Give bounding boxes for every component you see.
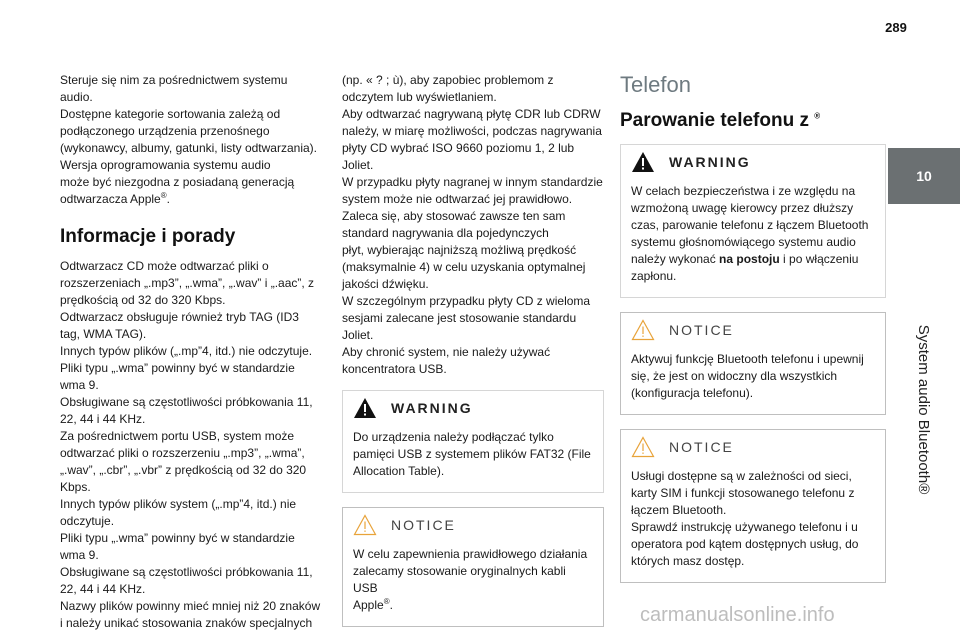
notice-end: .	[389, 598, 393, 612]
notice-box-services	[620, 429, 886, 583]
notice-box-cables	[342, 507, 604, 627]
warning-icon	[353, 397, 377, 419]
intro-sup: ®	[160, 191, 167, 200]
intro-end: .	[166, 192, 170, 206]
chapter-tab: 10	[888, 148, 960, 204]
notice-header	[631, 313, 875, 347]
chapter-label-text: System audio Bluetooth®	[915, 324, 933, 494]
pairing-heading-text: Parowanie telefonu z	[620, 110, 809, 131]
notice-header	[353, 508, 593, 542]
page-number: 289	[885, 20, 907, 35]
column-right	[620, 72, 886, 597]
chapter-label	[884, 214, 960, 604]
notice-title: NOTICE	[669, 321, 734, 338]
watermark: carmanualsonline.info	[640, 604, 835, 626]
warning-text-bold: na postoju	[719, 252, 780, 266]
column-middle	[342, 72, 604, 641]
warning-box-usb	[342, 390, 604, 493]
warning-header	[353, 391, 593, 425]
info-body: Odtwarzacz CD może odtwarzać pliki o rozszerzeniach „.mp3”, „.wma”, „.wav” i „.aac”, z prędkością od 32 do 320 Kbps. Odtwarzacz obsługuje również tryb TAG (ID3 tag, WMA TAG). Innych typów plików („.mp”4, itd.) nie odczytuje. Pliki typu „.wma” powinny być w standardzie wma 9. Obsługiwane są częstotliwości próbkowania 11, 22, 44 i 44 KHz. Za pośrednictwem portu USB, system może odtwarzać pliki o rozszerzeniu „.mp3”, „.wma”, „.wav”, „.cbr”, „.vbr” z prędkością od 32 do 320 Kbps. Innych typów plików system („.mp”4, itd.) nie odczytuje. Pliki typu „.wma” powinny być w standardzie wma 9. Obsługiwane są częstotliwości próbkowania 11, 22, 44 i 44 KHz. Nazwy plików powinny mieć mniej niż 20 znaków i należy unikać stosowania znaków specjalnych	[60, 259, 321, 630]
info-heading: Informacje i porady	[60, 226, 236, 247]
warning-title: WARNING	[669, 153, 751, 170]
middle-body: (np. « ? ; ù), aby zapobiec problemom z odczytem lub wyświetlaniem. Aby odtwarzać nagrywaną płytę CDR lub CDRW należy, w miarę możliwości, podczas nagrywania płyty CD wybrać ISO 9660 poziomu 1, 2 lub Joliet. W przypadku płyty nagranej w innym standardzie system może nie odtwarzać jej prawidłowo. Zaleca się, aby stosować zawsze ten sam standard nagrywania dla pojedynczych płyt, wybierając najniższą możliwą prędkość (maksymalnie 4) w celu uzyskania optymalnej jakości dźwięku. W szczególnym przypadku płyty CD z wieloma sesjami zalecane jest stosowanie standardu Joliet. Aby chronić system, nie należy używać koncentratora USB.	[342, 73, 603, 376]
intro-text: Steruje się nim za pośrednictwem systemu audio. Dostępne kategorie sortowania zależą od podłączonego urządzenia przenośnego (wykonawcy, albumy, gatunki, listy odtwarzania). Wersja oprogramowania systemu audio może być niezgodna z posiadaną generacją odtwarzacza Apple	[60, 73, 317, 206]
warning-text: Do urządzenia należy podłączać tylko pamięci USB z systemem plików FAT32 (File Allocation Table).	[353, 430, 591, 478]
warning-title: WARNING	[391, 399, 473, 416]
section-title: Telefon	[620, 72, 691, 97]
notice-header	[631, 430, 875, 464]
warning-icon	[631, 151, 655, 173]
notice-icon	[631, 436, 655, 458]
notice-icon	[353, 514, 377, 536]
warning-text-before: W celach bezpieczeństwa i ze względu na wzmożoną uwagę kierowcy przez dłuższy czas, parowanie telefonu z łączem Bluetooth systemu głośnomówiącego systemu audio należy wykonać	[631, 184, 869, 266]
warning-box-pairing	[620, 144, 886, 298]
notice-sup: ®	[383, 597, 390, 606]
notice-text-main: W celu zapewnienia prawidłowego działania zalecamy stosowanie oryginalnych kabli USB Apple	[353, 547, 588, 612]
notice-title: NOTICE	[669, 438, 734, 455]
warning-text	[631, 183, 875, 285]
notice-text	[353, 546, 593, 614]
notice-icon	[631, 319, 655, 341]
warning-header	[631, 145, 875, 179]
notice-text: Usługi dostępne są w zależności od sieci, karty SIM i funkcji stosowanego telefonu z łączem Bluetooth. Sprawdź instrukcję używanego telefonu i u operatora pod kątem dostępnych usług, do których masz dostęp.	[631, 469, 859, 568]
notice-box-bluetooth	[620, 312, 886, 415]
column-left	[60, 72, 332, 632]
notice-title: NOTICE	[391, 516, 456, 533]
notice-text: Aktywuj funkcję Bluetooth telefonu i upewnij się, że jest on widoczny dla wszystkich (konfiguracja telefonu).	[631, 352, 864, 400]
pairing-heading	[620, 110, 886, 132]
pairing-heading-sup: ®	[814, 111, 821, 121]
warning-text-after: i po włączeniu zapłonu.	[631, 252, 859, 283]
intro-paragraph	[60, 72, 332, 208]
